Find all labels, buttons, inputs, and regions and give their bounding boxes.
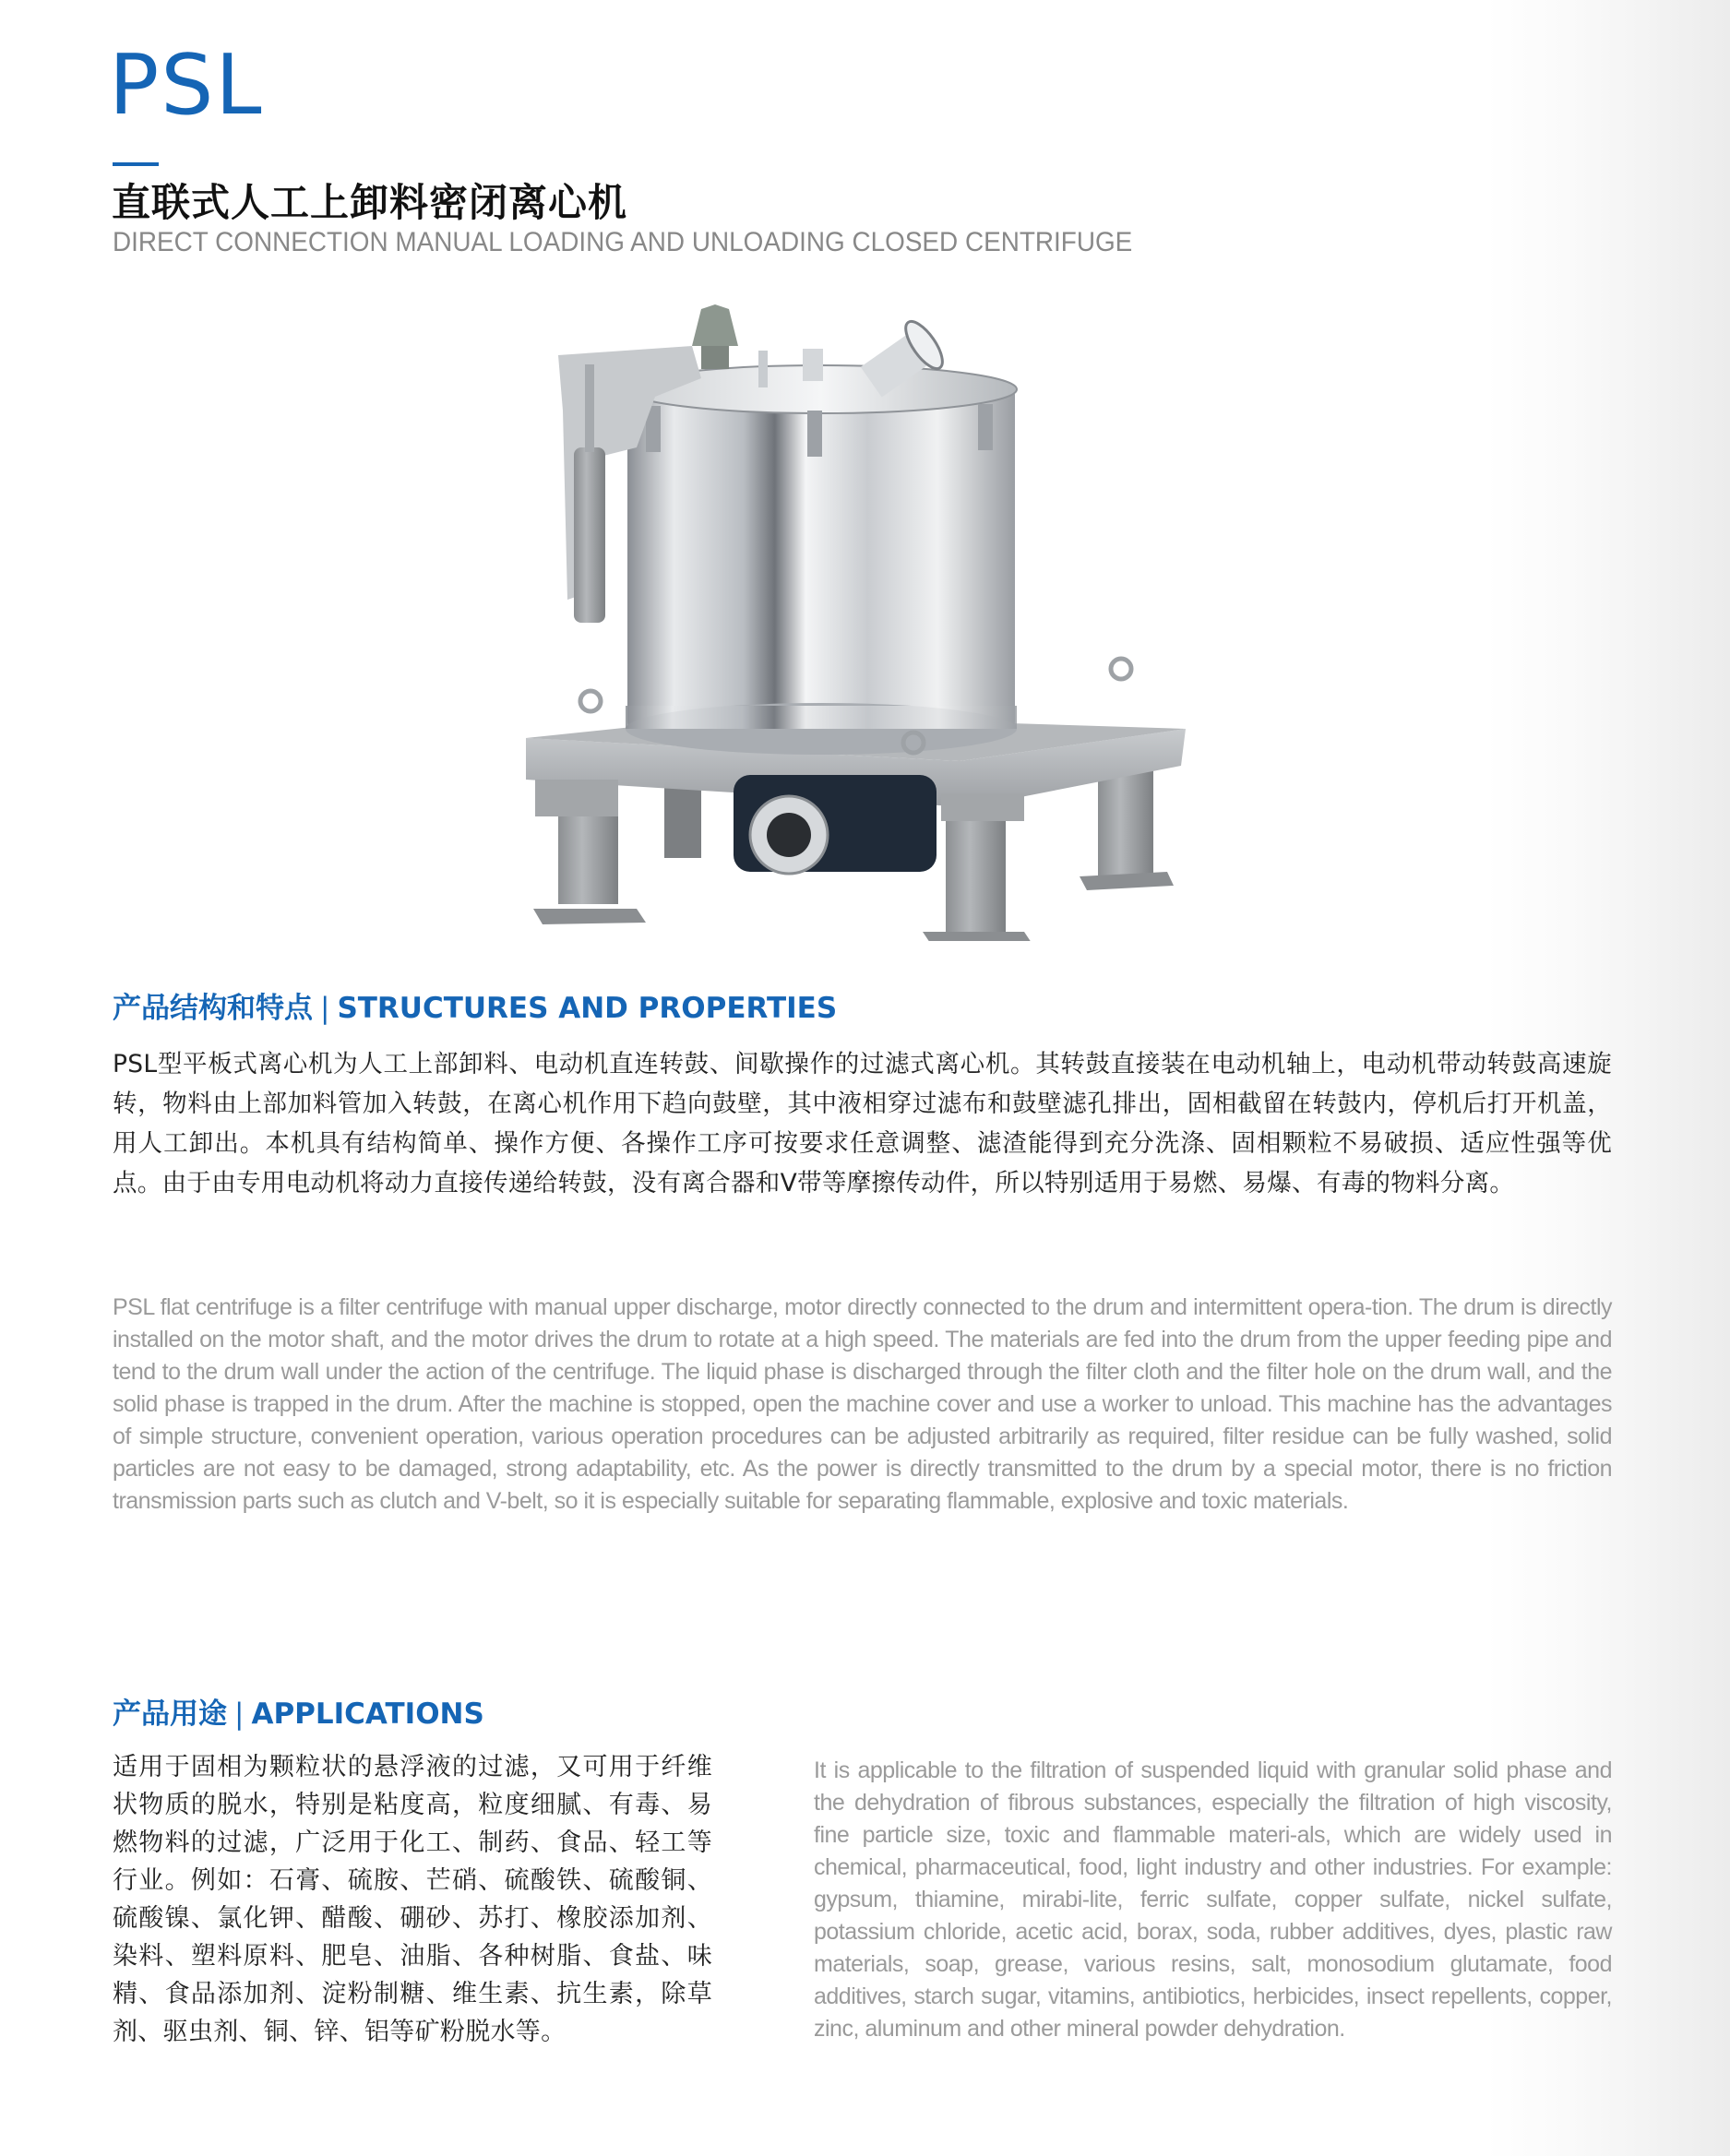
accent-divider	[113, 162, 159, 166]
model-name: PSL	[109, 37, 264, 134]
product-title-cn: 直联式人工上卸料密闭离心机	[112, 180, 628, 225]
heading-separator: |	[234, 1697, 245, 1731]
drum	[626, 365, 1017, 755]
centrifuge-product-image	[517, 295, 1218, 941]
structures-description-en: PSL flat centrifuge is a filter centrifuge with manual upper discharge, motor directly connected to the drum and intermittent opera-tion. The drum is directly installed on the motor shaft, and the motor drives the drum to rotate at a high speed. The materials are fed into the drum from the upper feeding pipe and tend to the drum wall under the action of the centrifuge. The liquid phase is discharged through the filter cloth and the filter hole on the drum wall, and the solid phase is trapped in the drum. After the machine is stopped, open the machine cover and use a worker to unload. This machine has the advantages of simple structure, convenient operation, various operation procedures can be adjusted arbitrarily as required, filter residue can be fully washed, solid particles are not easy to be damaged, strong adaptability, etc. As the power is directly transmitted to the drum by a special motor, there is no friction transmission parts such as clutch and V-belt, so it is especially suitable for separating flammable, explosive and toxic materials.	[113, 1294, 1612, 1514]
applications-heading-cn: 产品用途	[113, 1697, 227, 1731]
structures-heading	[113, 990, 837, 1027]
motor	[734, 775, 937, 874]
applications-description-cn: 适用于固相为颗粒状的悬浮液的过滤，又可用于纤维状物质的脱水，特别是粘度高，粒度细腻、有毒、易燃物料的过滤，广泛用于化工、制药、食品、轻工等行业。例如：石膏、硫胺、芒硝、硫酸铁、硫酸铜、硫酸镍、氯化钾、醋酸、硼砂、苏打、橡胶添加剂、染料、塑料原料、肥皂、油脂、各种树脂、食盐、味精、食品添加剂、淀粉制糖、维生素、抗生素，除草剂、驱虫剂、铜、锌、铝等矿粉脱水等。	[113, 1753, 712, 2046]
structures-description-cn: PSL型平板式离心机为人工上部卸料、电动机直连转鼓、间歇操作的过滤式离心机。其转鼓直接装在电动机轴上，电动机带动转鼓高速旋转，物料由上部加料管加入转鼓，在离心机作用下趋向鼓壁，其中液相穿过滤布和鼓壁滤孔排出，固相截留在转鼓内，停机后打开机盖，用人工卸出。本机具有结构简单、操作方便、各操作工序可按要求任意调整、滤渣能得到充分洗涤、固相颗粒不易破损、适应性强等优点。由于由专用电动机将动力直接传递给转鼓，没有离合器和V带等摩擦传动件，所以特别适用于易燃、易爆、有毒的物料分离。	[113, 1050, 1612, 1197]
product-title-en: DIRECT CONNECTION MANUAL LOADING AND UNLOADING CLOSED CENTRIFUGE	[113, 227, 1133, 257]
applications-heading-en: APPLICATIONS	[251, 1697, 484, 1731]
structures-heading-cn: 产品结构和特点	[113, 992, 313, 1025]
structures-heading-en: STRUCTURES AND PROPERTIES	[337, 992, 838, 1025]
heading-separator: |	[320, 992, 330, 1025]
applications-heading	[113, 1696, 484, 1733]
applications-description-en: It is applicable to the filtration of suspended liquid with granular solid phase and the dehydration of fibrous substances, especially the filtration of high viscosity, fine particle size, toxic and flammable materi-als, which are widely used in chemical, pharmaceutical, food, light industry and other industries. For example: gypsum, thiamine, mirabi-lite, ferric sulfate, copper sulfate, nickel sulfate, potassium chloride, acetic acid, borax, soda, rubber additives, dyes, plastic raw materials, soap, grease, various resins, salt, monosodium glutamate, food additives, starch sugar, vitamins, antibiotics, herbicides, insect repellents, copper, zinc, aluminum and other mineral powder dehydration.	[814, 1757, 1612, 2042]
